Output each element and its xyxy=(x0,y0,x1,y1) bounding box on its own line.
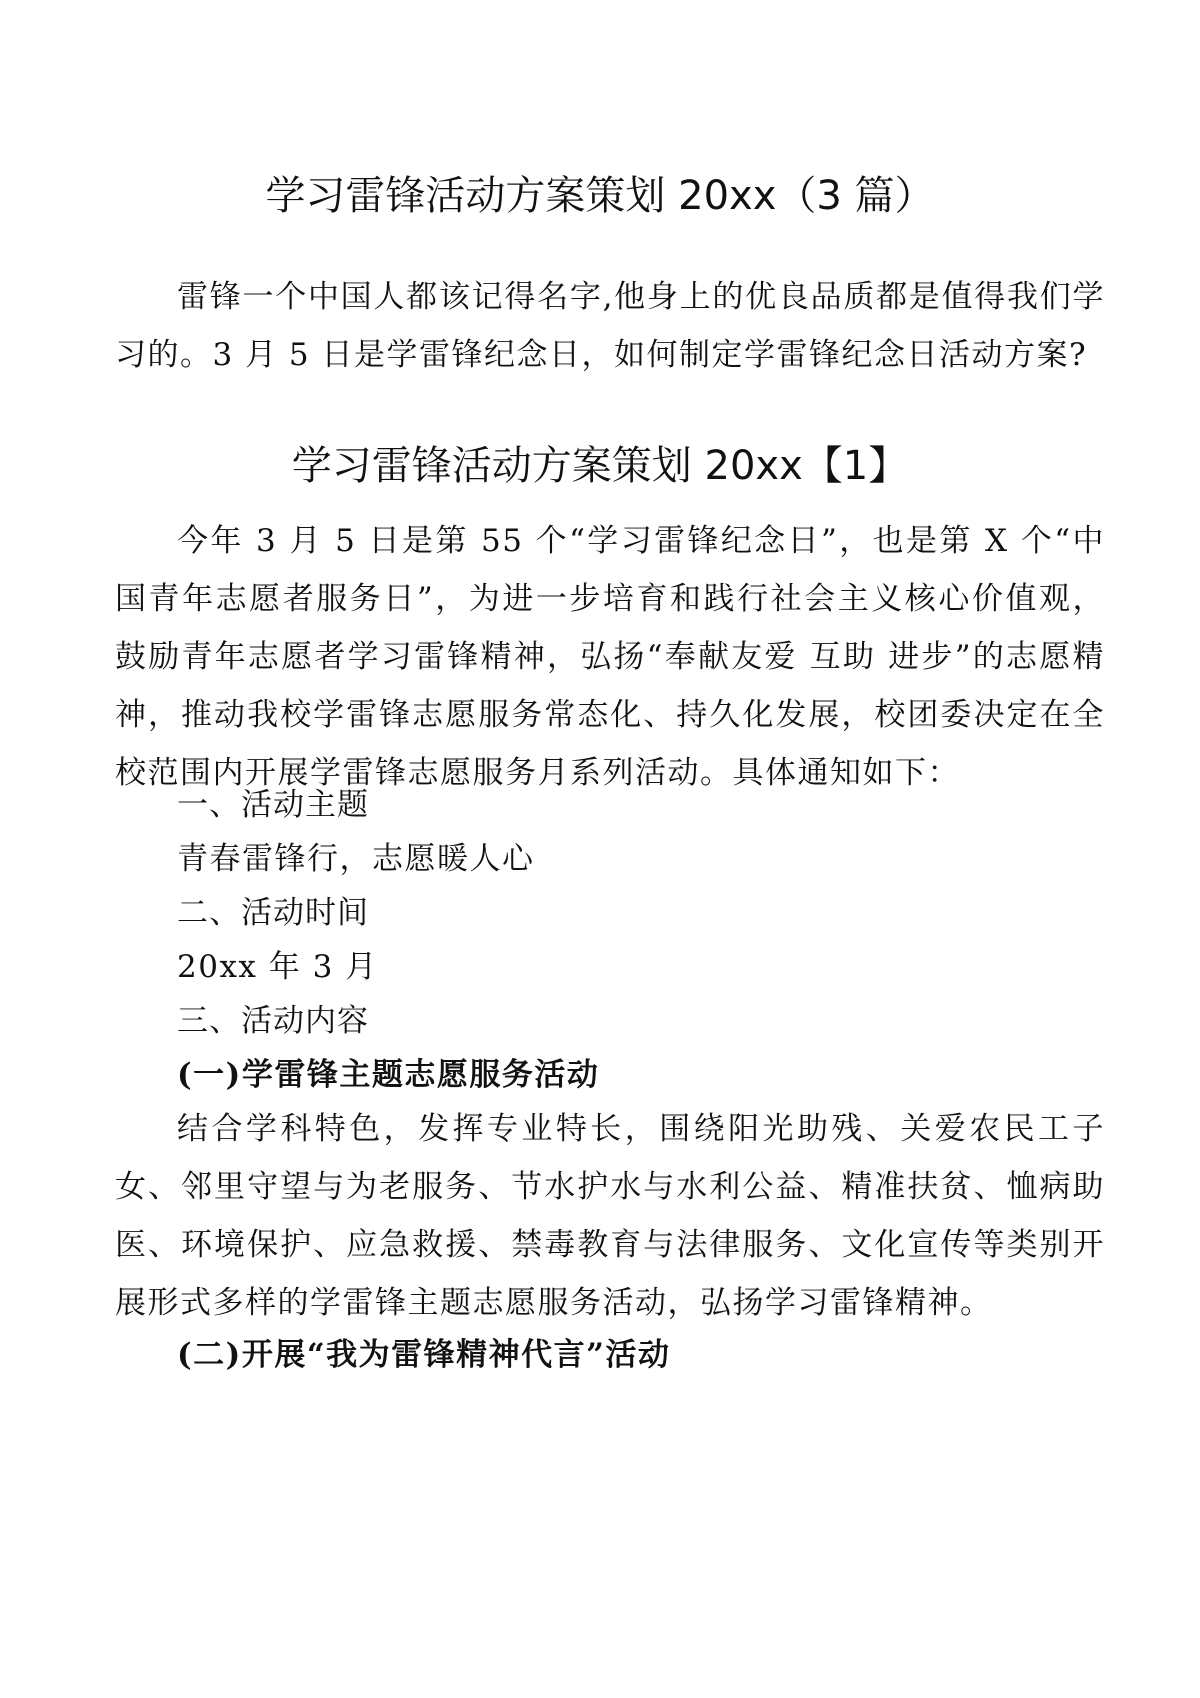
subheading-volunteer-service: (一)学雷锋主题志愿服务活动 xyxy=(177,1057,600,1093)
heading-activity-time: 二、活动时间 xyxy=(177,895,369,931)
subheading-lei-feng-spokesperson: (二)开展“我为雷锋精神代言”活动 xyxy=(177,1337,671,1373)
section-1-intro-paragraph: 今年 3 月 5 日是第 55 个“学习雷锋纪念日”，也是第 X 个“中国青年志愿者服务日”，为进一步培育和践行社会主义核心价值观，鼓励青年志愿者学习雷锋精神，弘扬“奉献友爱 互助 进步”的志愿精神，推动我校学雷锋志愿服务常态化、持久化发展，校团委决定在全校范围内开展学雷锋志愿服务月系列活动。具体通知如下： xyxy=(115,523,1105,791)
activity-time-text: 20xx 年 3 月 xyxy=(177,949,378,985)
section-1-title: 学习雷锋活动方案策划 20xx【1】 xyxy=(291,443,909,489)
heading-activity-content: 三、活动内容 xyxy=(177,1003,369,1039)
heading-activity-theme: 一、活动主题 xyxy=(177,787,369,823)
intro-paragraph: 雷锋一个中国人都该记得名字,他身上的优良品质都是值得我们学习的。3 月 5 日是学雷锋纪念日，如何制定学雷锋纪念日活动方案? xyxy=(115,279,1105,373)
main-title: 学习雷锋活动方案策划 20xx（3 篇） xyxy=(265,173,935,219)
activity-theme-text: 青春雷锋行，志愿暖人心 xyxy=(177,841,535,877)
volunteer-service-paragraph: 结合学科特色，发挥专业特长，围绕阳光助残、关爱农民工子女、邻里守望与为老服务、节水护水与水利公益、精准扶贫、恤病助医、环境保护、应急救援、禁毒教育与法律服务、文化宣传等类别开展形式多样的学雷锋主题志愿服务活动，弘扬学习雷锋精神。 xyxy=(115,1111,1105,1321)
